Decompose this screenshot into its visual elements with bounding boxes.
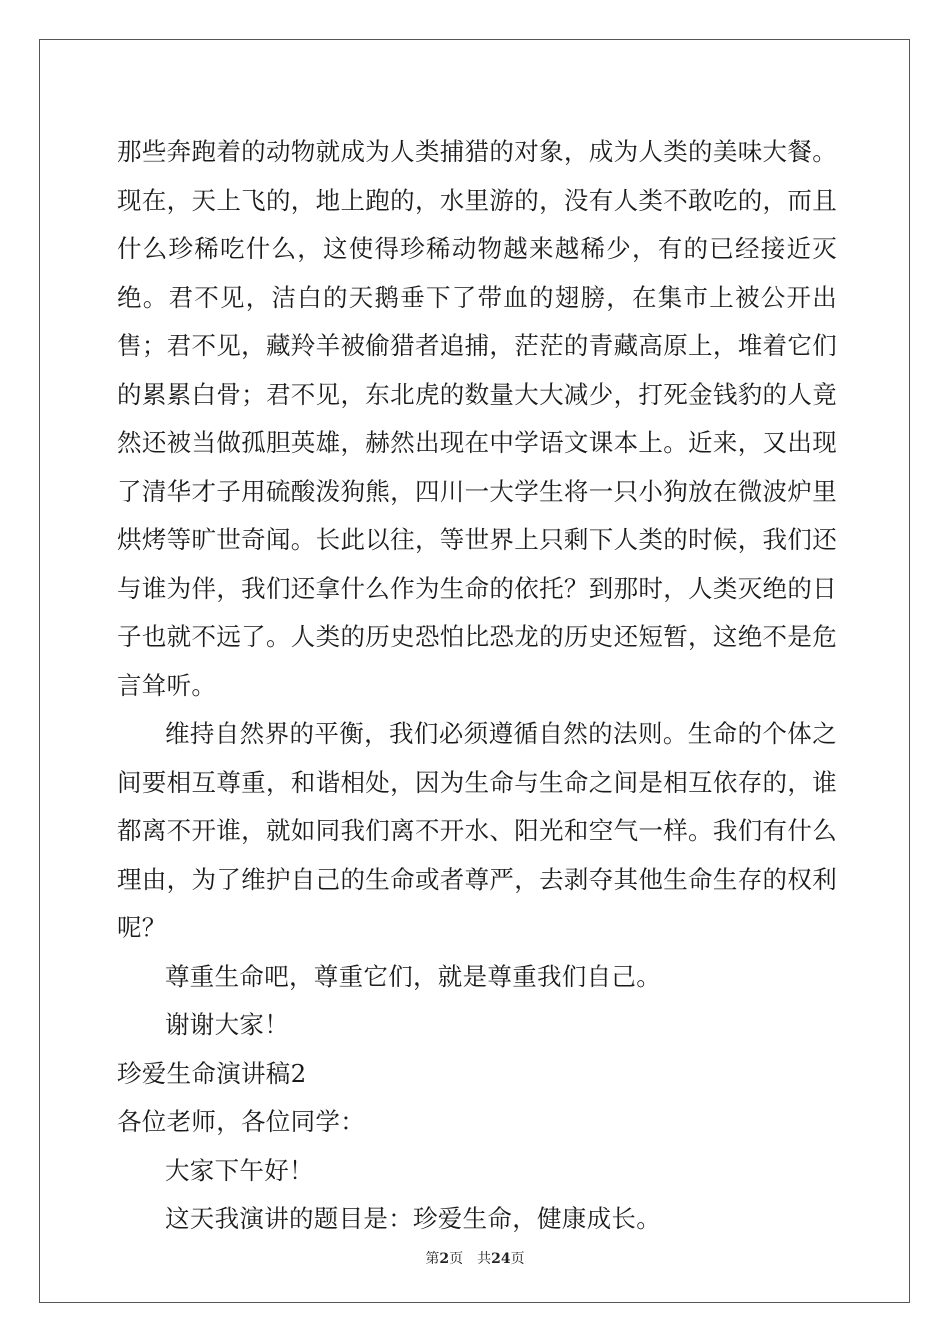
document-body	[117, 128, 837, 1244]
greeting: 大家下午好！	[165, 1155, 314, 1185]
paragraph-respect-life: 尊重生命吧，尊重它们，就是尊重我们自己。	[165, 961, 661, 991]
speech-title: 珍爱生命演讲稿2	[117, 1058, 307, 1088]
page-footer	[0, 1248, 950, 1268]
footer-total-prefix: 共	[477, 1251, 492, 1267]
paragraph-thanks: 谢谢大家！	[165, 1010, 289, 1039]
salutation: 各位老师，各位同学：	[117, 1107, 365, 1136]
current-page-number: 2	[439, 1251, 450, 1267]
paragraph-nature-balance: 维持自然界的平衡，我们必须遵循自然的法则。生命的个体之间要相互尊重，和谐相处，因为生命与生命之间是相互依存的，谁都离不开谁，就如同我们离不开水、阳光和空气一样。我们有什么理由，为了维护自己的生命或者尊严，去剥夺其他生命生存的权利呢？	[117, 719, 837, 942]
total-page-count: 24	[491, 1251, 511, 1267]
footer-page-suffix: 页	[449, 1251, 464, 1267]
footer-prefix: 第	[425, 1251, 440, 1267]
footer-total-suffix: 页	[510, 1251, 525, 1267]
paragraph-animals-hunted: 那些奔跑着的动物就成为人类捕猎的对象，成为人类的美味大餐。现在，天上飞的，地上跑的，水里游的，没有人类不敢吃的，而且什么珍稀吃什么，这使得珍稀动物越来越稀少，有的已经接近灭绝。君不见，洁白的天鹅垂下了带血的翅膀，在集市上被公开出售；君不见，藏羚羊被偷猎者追捕，茫茫的青藏高原上，堆着它们的累累白骨；君不见，东北虎的数量大大减少，打死金钱豹的人竟然还被当做孤胆英雄，赫然出现在中学语文课本上。近来，又出现了清华才子用硫酸泼狗熊，四川一大学生将一只小狗放在微波炉里烘烤等旷世奇闻。长此以往，等世界上只剩下人类的时候，我们还与谁为伴，我们还拿什么作为生命的依托？到那时，人类灭绝的日子也就不远了。人类的历史恐怕比恐龙的历史还短暂，这绝不是危言耸听。	[117, 137, 837, 700]
topic-line: 这天我演讲的题目是：珍爱生命，健康成长。	[165, 1204, 661, 1233]
